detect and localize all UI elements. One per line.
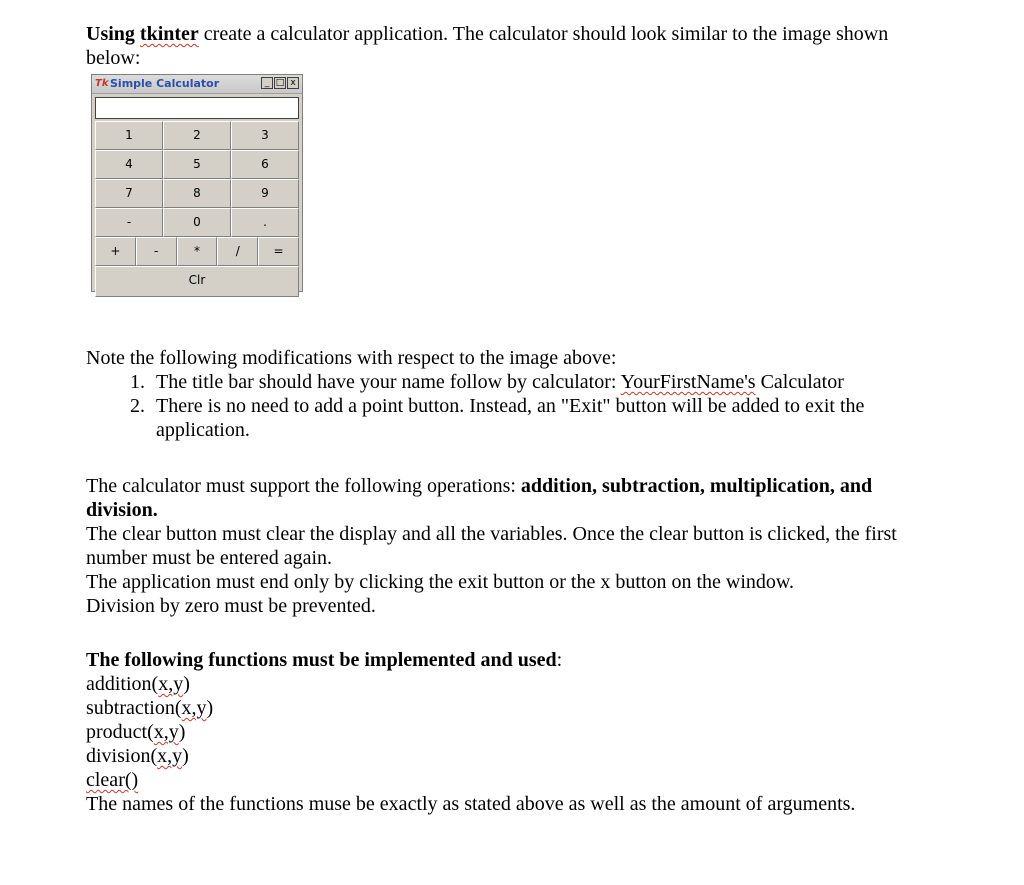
function-clear-name: clear() xyxy=(86,769,139,791)
keypad-row xyxy=(95,150,299,179)
key-1: 1 xyxy=(95,121,163,150)
note-item-1-text: The title bar should have your name follow by calculator: xyxy=(156,371,621,393)
function-product xyxy=(86,720,946,744)
key-negate: - xyxy=(95,208,163,237)
functions-heading-bold: The following functions must be implemented and used xyxy=(86,649,557,671)
key-5: 5 xyxy=(163,150,231,179)
operations-text: The calculator must support the following operations: xyxy=(86,475,521,497)
document-body xyxy=(86,22,946,70)
calculator-keypad xyxy=(95,121,299,297)
zero-paragraph: Division by zero must be prevented. xyxy=(86,595,376,617)
functions-final-note: The names of the functions muse be exactly as stated above as well as the amount of arguments. xyxy=(86,793,856,815)
tk-icon: Tk xyxy=(95,78,109,89)
close-icon: x xyxy=(287,77,299,89)
function-clear xyxy=(86,768,946,792)
key-equals: = xyxy=(258,237,299,266)
function-close: ) xyxy=(183,673,190,695)
note-item-1 xyxy=(150,370,946,394)
key-minus: - xyxy=(136,237,177,266)
key-point: . xyxy=(231,208,299,237)
operations-list: addition, subtraction, multiplication, and division. xyxy=(86,475,873,521)
note-heading: Note the following modifications with respect to the image above: xyxy=(86,347,617,369)
note-section xyxy=(86,346,946,442)
intro-paragraph xyxy=(86,22,946,70)
function-subtraction xyxy=(86,696,946,720)
calculator-title: Simple Calculator xyxy=(110,77,220,90)
keypad-row xyxy=(95,208,299,237)
calculator-window-image xyxy=(91,74,303,292)
minimize-icon: _ xyxy=(261,77,273,89)
function-addition xyxy=(86,672,946,696)
operations-paragraph xyxy=(86,474,946,522)
note-item-2: 2. There is no need to add a point button. Instead, an "Exit" button will be added to exit the application. xyxy=(150,394,946,442)
key-3: 3 xyxy=(231,121,299,150)
intro-tkinter: tkinter xyxy=(139,23,199,45)
function-division xyxy=(86,744,946,768)
key-7: 7 xyxy=(95,179,163,208)
keypad-row xyxy=(95,179,299,208)
intro-rest: create a calculator application. The calculator should look similar to the image shown below: xyxy=(86,23,889,69)
intro-using: Using xyxy=(86,23,135,45)
function-args: x,y xyxy=(158,673,184,695)
calculator-display xyxy=(95,97,299,119)
key-9: 9 xyxy=(231,179,299,208)
function-name: addition( xyxy=(86,673,159,695)
key-2: 2 xyxy=(163,121,231,150)
function-args: x,y xyxy=(181,697,207,719)
key-clear: Clr xyxy=(95,266,299,297)
key-6: 6 xyxy=(231,150,299,179)
functions-heading xyxy=(86,648,946,672)
function-close: ) xyxy=(182,745,189,767)
key-plus: + xyxy=(95,237,136,266)
maximize-icon: □ xyxy=(275,78,285,88)
keypad-clear-row xyxy=(95,266,299,297)
key-0: 0 xyxy=(163,208,231,237)
note-item-1-tail: Calculator xyxy=(755,371,844,393)
key-divide: / xyxy=(217,237,258,266)
exit-paragraph: The application must end only by clicking the exit button or the x button on the window. xyxy=(86,571,795,593)
key-4: 4 xyxy=(95,150,163,179)
function-name: subtraction( xyxy=(86,697,182,719)
functions-heading-tail: : xyxy=(556,649,563,671)
function-args: x,y xyxy=(153,721,179,743)
note-item-1-name: YourFirstName's xyxy=(620,371,756,393)
function-close: ) xyxy=(206,697,214,719)
functions-section xyxy=(86,648,946,816)
key-8: 8 xyxy=(163,179,231,208)
function-name: division( xyxy=(86,745,158,767)
function-args: x,y xyxy=(157,745,183,767)
requirements-section xyxy=(86,474,946,618)
note-list xyxy=(86,370,946,442)
window-controls xyxy=(261,77,299,89)
keypad-ops-row xyxy=(95,237,299,266)
function-name: product( xyxy=(86,721,154,743)
key-multiply: * xyxy=(177,237,218,266)
keypad-row xyxy=(95,121,299,150)
function-close: ) xyxy=(178,721,186,743)
clear-paragraph: The clear button must clear the display and all the variables. Once the clear button is clicked, the first number must be entered again. xyxy=(86,523,897,569)
calculator-titlebar xyxy=(92,75,302,94)
